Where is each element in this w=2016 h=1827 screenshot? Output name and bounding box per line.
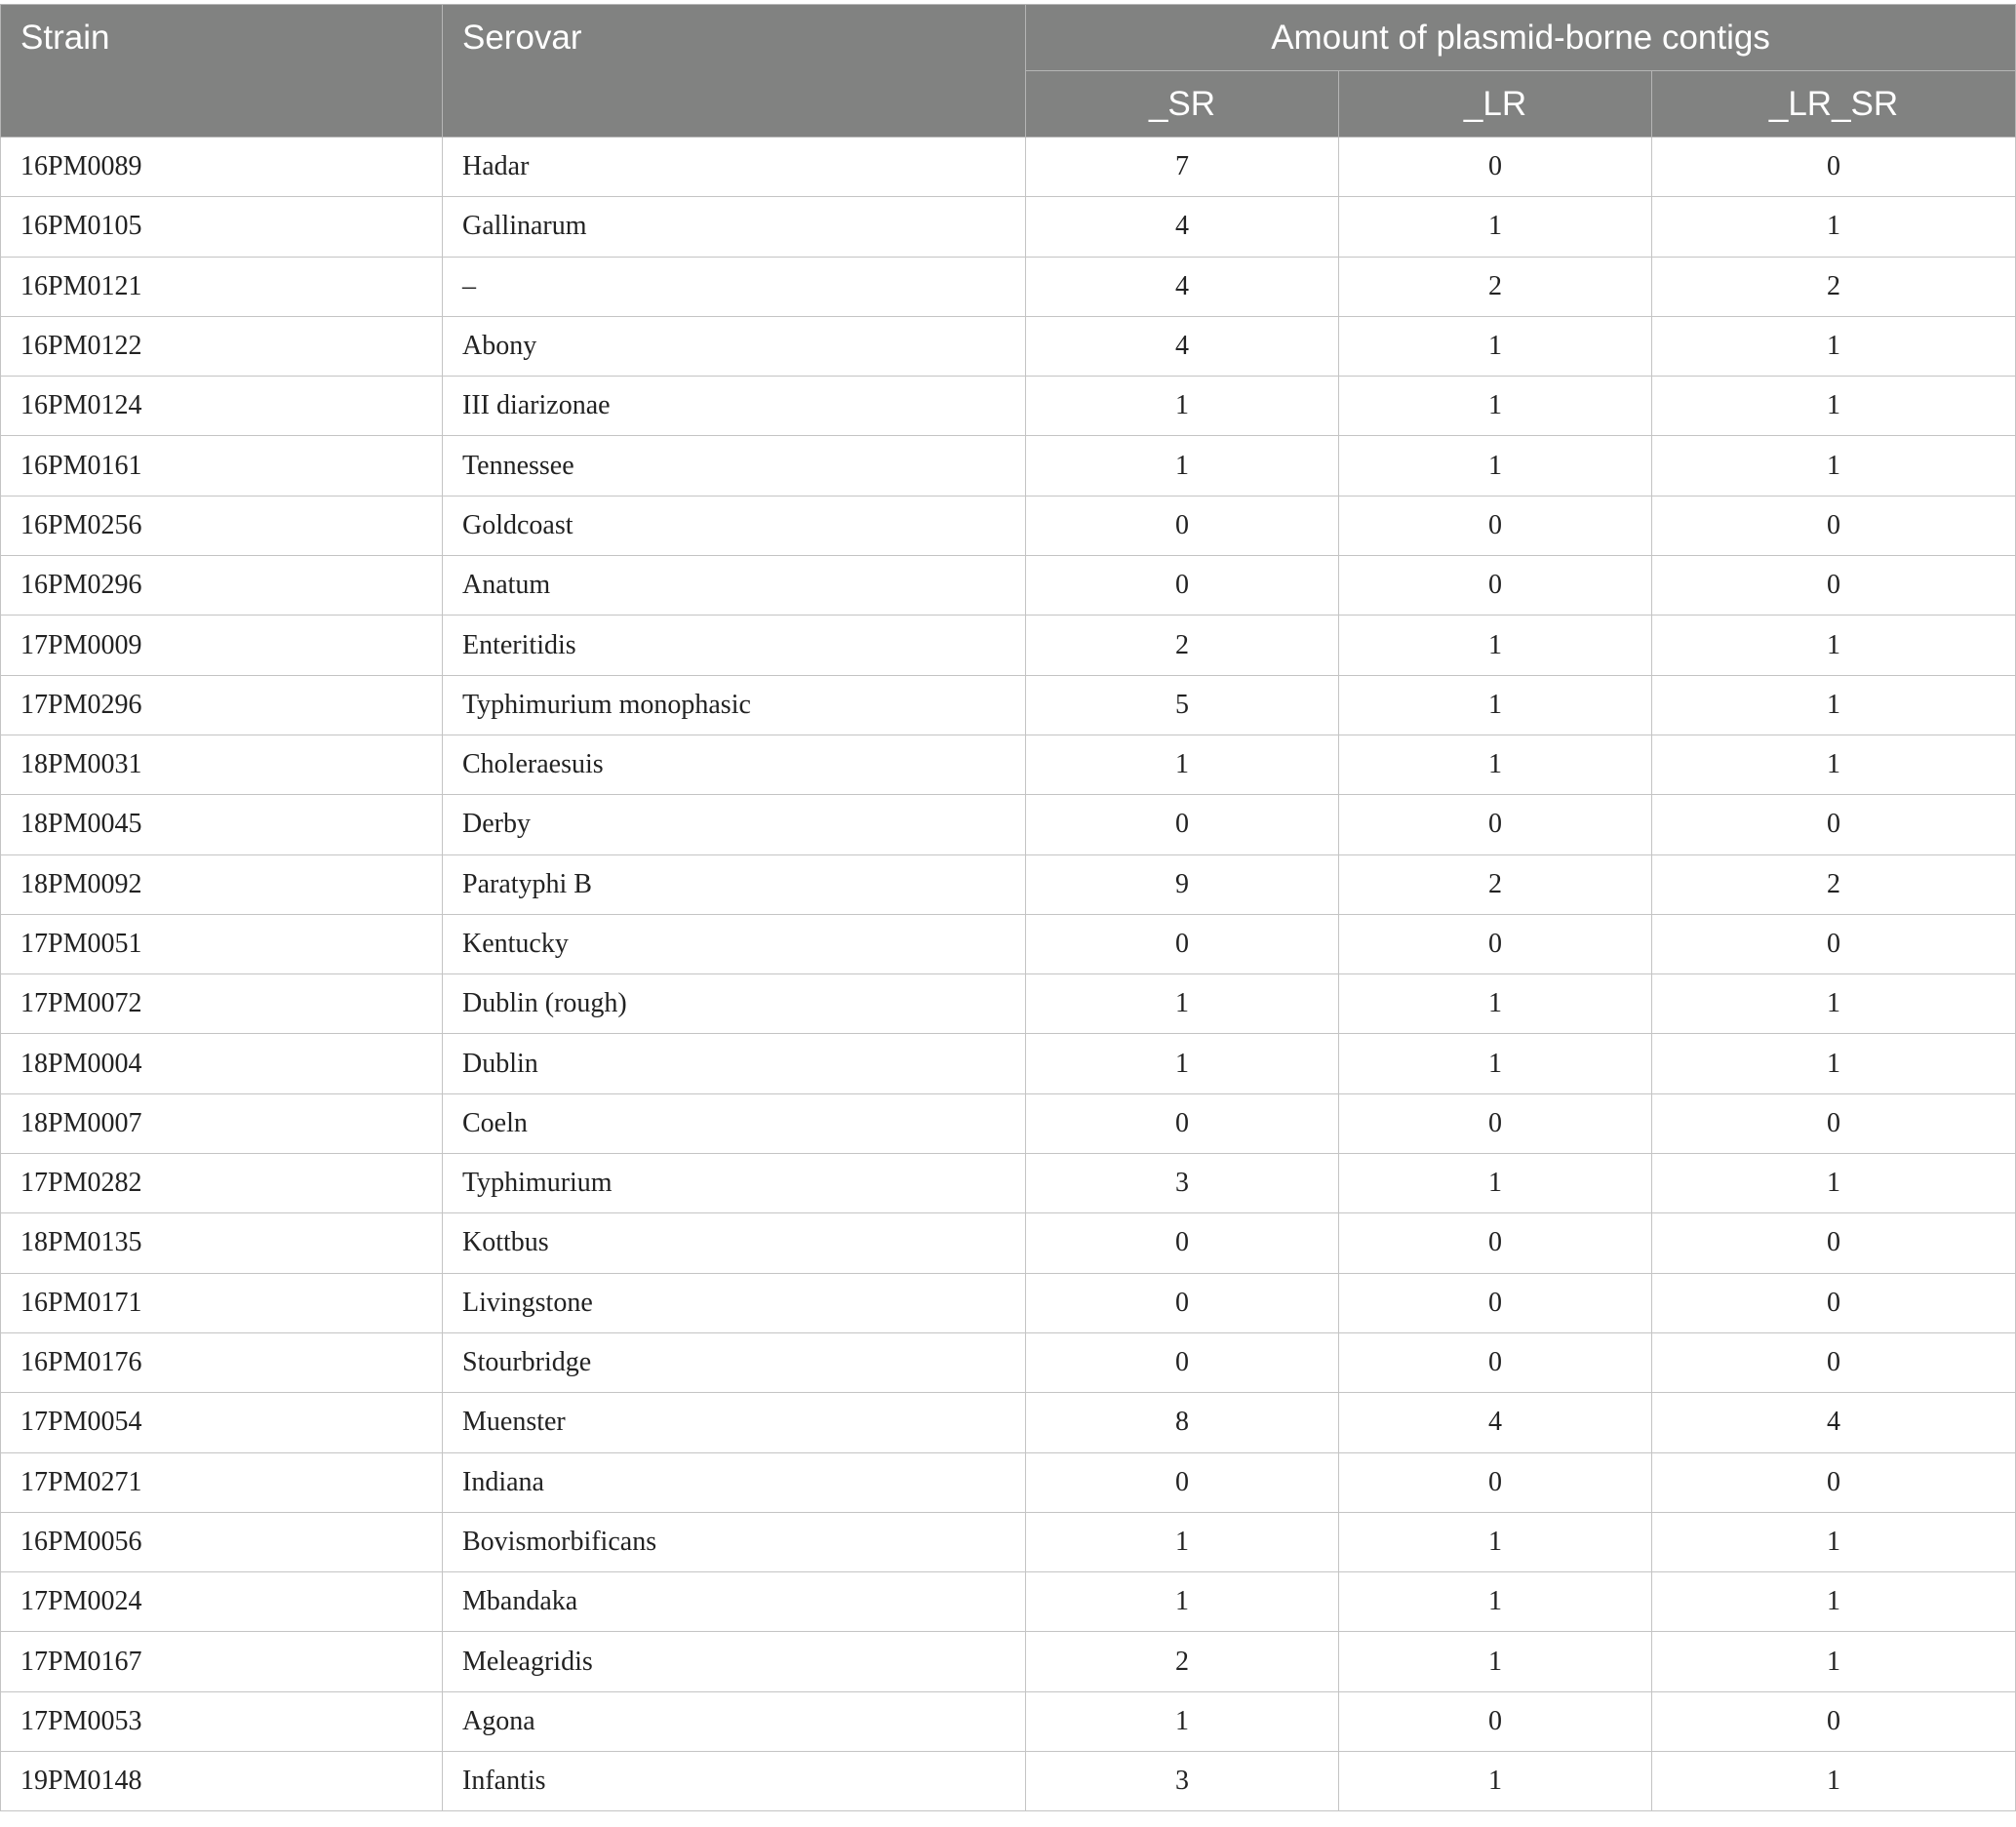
cell-strain: 16PM0296 [1,556,443,616]
cell-sr: 4 [1026,316,1339,376]
header-lr: _LR [1339,71,1652,138]
cell-serovar: Enteritidis [443,616,1026,675]
cell-serovar: Mbandaka [443,1572,1026,1632]
cell-lr-sr: 0 [1652,556,2016,616]
plasmid-contigs-table [0,4,2016,1811]
cell-serovar: Stourbridge [443,1332,1026,1392]
header-strain: Strain [1,5,443,138]
table-header [1,5,2016,138]
cell-sr: 1 [1026,1691,1339,1751]
cell-strain: 18PM0004 [1,1034,443,1093]
cell-serovar: Gallinarum [443,197,1026,257]
cell-sr: 2 [1026,616,1339,675]
cell-serovar: Kottbus [443,1213,1026,1273]
cell-lr-sr: 1 [1652,377,2016,436]
cell-lr: 1 [1339,197,1652,257]
table-row [1,316,2016,376]
cell-lr-sr: 2 [1652,257,2016,316]
cell-lr: 1 [1339,316,1652,376]
table-row [1,1393,2016,1452]
cell-serovar: Agona [443,1691,1026,1751]
cell-lr-sr: 1 [1652,436,2016,496]
cell-lr: 1 [1339,377,1652,436]
cell-serovar: III diarizonae [443,377,1026,436]
cell-strain: 17PM0282 [1,1154,443,1213]
cell-strain: 17PM0271 [1,1452,443,1512]
cell-lr: 2 [1339,257,1652,316]
cell-serovar: Hadar [443,138,1026,197]
cell-strain: 17PM0167 [1,1632,443,1691]
cell-lr-sr: 0 [1652,1332,2016,1392]
table-row [1,616,2016,675]
cell-strain: 16PM0121 [1,257,443,316]
cell-serovar: Typhimurium [443,1154,1026,1213]
table-row [1,1034,2016,1093]
cell-lr-sr: 1 [1652,974,2016,1034]
cell-sr: 1 [1026,1034,1339,1093]
cell-strain: 17PM0296 [1,675,443,735]
cell-lr-sr: 0 [1652,496,2016,555]
table-row [1,197,2016,257]
cell-lr: 0 [1339,496,1652,555]
cell-lr: 1 [1339,974,1652,1034]
table-row [1,735,2016,794]
cell-lr-sr: 1 [1652,1752,2016,1811]
cell-lr-sr: 1 [1652,197,2016,257]
cell-lr: 0 [1339,795,1652,854]
table-row [1,914,2016,973]
table-body [1,138,2016,1811]
cell-sr: 5 [1026,675,1339,735]
header-lr-sr: _LR_SR [1652,71,2016,138]
cell-sr: 0 [1026,1273,1339,1332]
cell-serovar: Dublin [443,1034,1026,1093]
cell-serovar: Indiana [443,1452,1026,1512]
cell-lr: 0 [1339,1332,1652,1392]
cell-serovar: Dublin (rough) [443,974,1026,1034]
cell-strain: 16PM0122 [1,316,443,376]
cell-lr-sr: 0 [1652,1273,2016,1332]
cell-lr-sr: 2 [1652,854,2016,914]
table-row [1,257,2016,316]
cell-lr: 1 [1339,1512,1652,1571]
cell-sr: 1 [1026,1572,1339,1632]
cell-lr-sr: 1 [1652,316,2016,376]
cell-serovar: Goldcoast [443,496,1026,555]
cell-strain: 19PM0148 [1,1752,443,1811]
cell-lr-sr: 4 [1652,1393,2016,1452]
cell-sr: 0 [1026,1093,1339,1153]
cell-lr: 1 [1339,616,1652,675]
cell-sr: 9 [1026,854,1339,914]
table-row [1,854,2016,914]
cell-strain: 18PM0045 [1,795,443,854]
cell-sr: 1 [1026,377,1339,436]
table-row [1,1752,2016,1811]
cell-lr-sr: 0 [1652,1213,2016,1273]
cell-lr: 0 [1339,1213,1652,1273]
cell-serovar: Typhimurium monophasic [443,675,1026,735]
cell-serovar: Livingstone [443,1273,1026,1332]
table-row [1,974,2016,1034]
cell-lr-sr: 1 [1652,1632,2016,1691]
cell-strain: 17PM0072 [1,974,443,1034]
cell-lr-sr: 1 [1652,616,2016,675]
cell-sr: 3 [1026,1154,1339,1213]
cell-sr: 4 [1026,197,1339,257]
cell-sr: 0 [1026,556,1339,616]
cell-serovar: Infantis [443,1752,1026,1811]
cell-lr-sr: 0 [1652,914,2016,973]
cell-lr-sr: 1 [1652,1154,2016,1213]
cell-lr: 4 [1339,1393,1652,1452]
cell-lr: 0 [1339,1273,1652,1332]
table-row [1,1632,2016,1691]
cell-sr: 3 [1026,1752,1339,1811]
cell-sr: 0 [1026,914,1339,973]
table-row [1,1213,2016,1273]
header-plasmid-contigs-group: Amount of plasmid-borne contigs [1026,5,2016,71]
table-row [1,1273,2016,1332]
cell-serovar: Paratyphi B [443,854,1026,914]
cell-lr-sr: 0 [1652,1093,2016,1153]
cell-serovar: – [443,257,1026,316]
cell-lr-sr: 1 [1652,675,2016,735]
cell-sr: 0 [1026,1332,1339,1392]
cell-strain: 18PM0092 [1,854,443,914]
table-row [1,138,2016,197]
table-row [1,556,2016,616]
header-sr: _SR [1026,71,1339,138]
cell-lr-sr: 0 [1652,1691,2016,1751]
cell-serovar: Tennessee [443,436,1026,496]
cell-sr: 8 [1026,1393,1339,1452]
cell-serovar: Abony [443,316,1026,376]
cell-strain: 17PM0009 [1,616,443,675]
cell-sr: 1 [1026,436,1339,496]
header-row-top [1,5,2016,71]
cell-strain: 16PM0056 [1,1512,443,1571]
table-row [1,1093,2016,1153]
cell-lr: 0 [1339,556,1652,616]
cell-lr: 1 [1339,675,1652,735]
cell-lr: 1 [1339,1034,1652,1093]
cell-serovar: Coeln [443,1093,1026,1153]
cell-sr: 0 [1026,1213,1339,1273]
cell-strain: 17PM0024 [1,1572,443,1632]
cell-lr-sr: 1 [1652,1034,2016,1093]
cell-strain: 16PM0124 [1,377,443,436]
table-row [1,1154,2016,1213]
cell-serovar: Derby [443,795,1026,854]
cell-lr: 1 [1339,1752,1652,1811]
table-row [1,377,2016,436]
cell-sr: 0 [1026,1452,1339,1512]
table-row [1,496,2016,555]
cell-lr: 1 [1339,1632,1652,1691]
cell-lr-sr: 0 [1652,1452,2016,1512]
cell-strain: 16PM0161 [1,436,443,496]
table-row [1,1572,2016,1632]
cell-sr: 1 [1026,974,1339,1034]
cell-sr: 2 [1026,1632,1339,1691]
cell-strain: 17PM0054 [1,1393,443,1452]
cell-sr: 1 [1026,1512,1339,1571]
cell-strain: 16PM0105 [1,197,443,257]
cell-lr: 1 [1339,1572,1652,1632]
cell-lr: 0 [1339,1452,1652,1512]
header-serovar: Serovar [443,5,1026,138]
cell-serovar: Muenster [443,1393,1026,1452]
cell-lr: 0 [1339,1691,1652,1751]
cell-serovar: Bovismorbificans [443,1512,1026,1571]
cell-lr: 1 [1339,436,1652,496]
cell-sr: 7 [1026,138,1339,197]
cell-sr: 4 [1026,257,1339,316]
table-row [1,436,2016,496]
cell-lr-sr: 1 [1652,735,2016,794]
cell-lr-sr: 0 [1652,138,2016,197]
cell-sr: 1 [1026,735,1339,794]
cell-strain: 16PM0256 [1,496,443,555]
cell-strain: 18PM0031 [1,735,443,794]
cell-lr: 0 [1339,914,1652,973]
table-row [1,1452,2016,1512]
cell-lr: 1 [1339,735,1652,794]
cell-strain: 16PM0176 [1,1332,443,1392]
cell-lr: 1 [1339,1154,1652,1213]
cell-lr-sr: 1 [1652,1512,2016,1571]
cell-lr-sr: 0 [1652,795,2016,854]
cell-lr: 0 [1339,1093,1652,1153]
cell-sr: 0 [1026,795,1339,854]
table-row [1,1512,2016,1571]
cell-serovar: Kentucky [443,914,1026,973]
cell-lr-sr: 1 [1652,1572,2016,1632]
cell-serovar: Meleagridis [443,1632,1026,1691]
table-row [1,675,2016,735]
cell-strain: 16PM0171 [1,1273,443,1332]
cell-strain: 18PM0135 [1,1213,443,1273]
table-row [1,1691,2016,1751]
table-row [1,1332,2016,1392]
cell-lr: 0 [1339,138,1652,197]
cell-serovar: Choleraesuis [443,735,1026,794]
cell-lr: 2 [1339,854,1652,914]
cell-strain: 17PM0051 [1,914,443,973]
cell-sr: 0 [1026,496,1339,555]
cell-serovar: Anatum [443,556,1026,616]
cell-strain: 16PM0089 [1,138,443,197]
cell-strain: 18PM0007 [1,1093,443,1153]
cell-strain: 17PM0053 [1,1691,443,1751]
table-row [1,795,2016,854]
